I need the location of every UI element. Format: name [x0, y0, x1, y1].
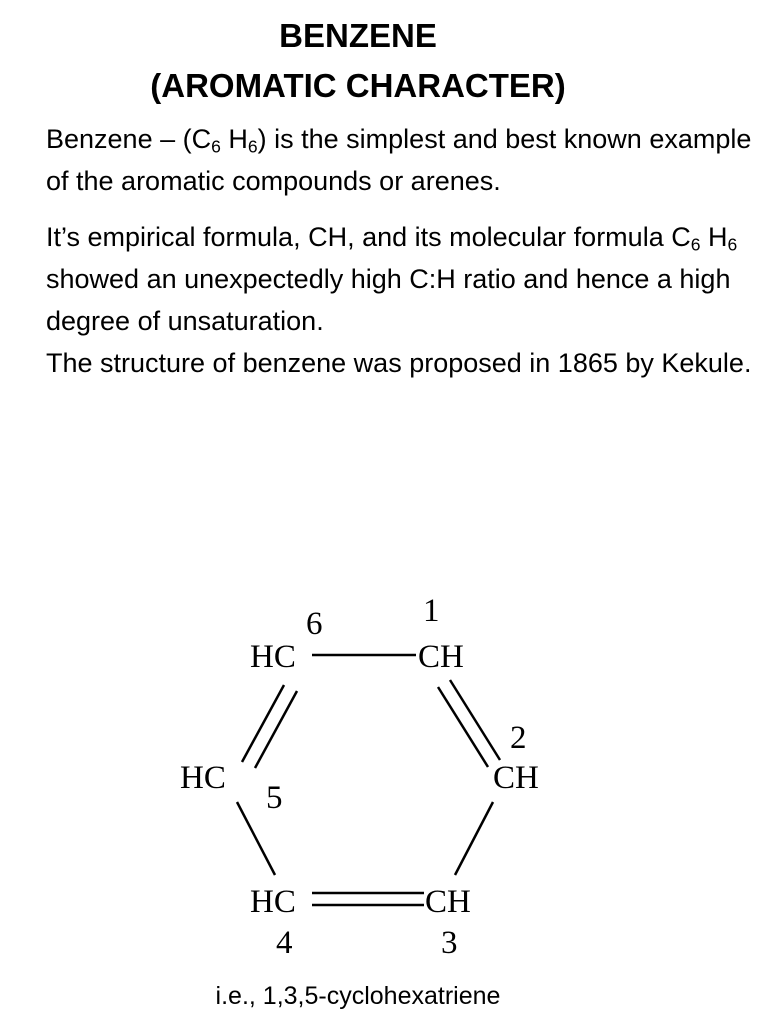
- group-c1: CH: [418, 639, 464, 675]
- p1-mid: H: [220, 124, 248, 154]
- bond-5-6-b: [255, 691, 297, 768]
- p2-sub-h: 6: [727, 234, 738, 255]
- number-6: 6: [306, 606, 323, 642]
- p1-sub-c: 6: [211, 136, 221, 157]
- p2-post: showed an unexpectedly high C:H ratio and hence a high degree of unsaturation.: [46, 264, 731, 336]
- group-c2: CH: [493, 760, 539, 796]
- paragraph-history: The structure of benzene was proposed in 1865 by Kekule.: [46, 348, 752, 378]
- p2-pre: It’s empirical formula, CH, and its molecular formula C: [46, 222, 691, 252]
- page-title: BENZENE: [279, 17, 437, 54]
- bond-5-6-a: [242, 685, 284, 762]
- p1-pre: Benzene – (C: [46, 124, 212, 154]
- p1-post: ) is the simplest and best known example of the aromatic compounds or arenes.: [46, 124, 752, 196]
- paragraph-intro: [46, 118, 758, 202]
- page-subtitle: (AROMATIC CHARACTER): [150, 67, 566, 104]
- structure-caption: i.e., 1,3,5-cyclohexatriene: [215, 982, 501, 1010]
- number-1: 1: [423, 593, 440, 629]
- number-2: 2: [510, 720, 527, 756]
- number-3: 3: [441, 925, 458, 961]
- p1-sub-h: 6: [247, 136, 258, 157]
- group-c4: HC: [250, 884, 296, 920]
- kekule-structure-diagram: [0, 590, 768, 970]
- p2-mid: H: [700, 222, 728, 252]
- group-c5: HC: [180, 760, 226, 796]
- number-5: 5: [266, 780, 283, 816]
- group-c6: HC: [250, 639, 296, 675]
- group-c3: CH: [425, 884, 471, 920]
- bond-2-3: [455, 802, 493, 875]
- p2-sub-c: 6: [690, 234, 701, 255]
- paragraph-formula: [46, 216, 758, 342]
- number-4: 4: [276, 925, 293, 961]
